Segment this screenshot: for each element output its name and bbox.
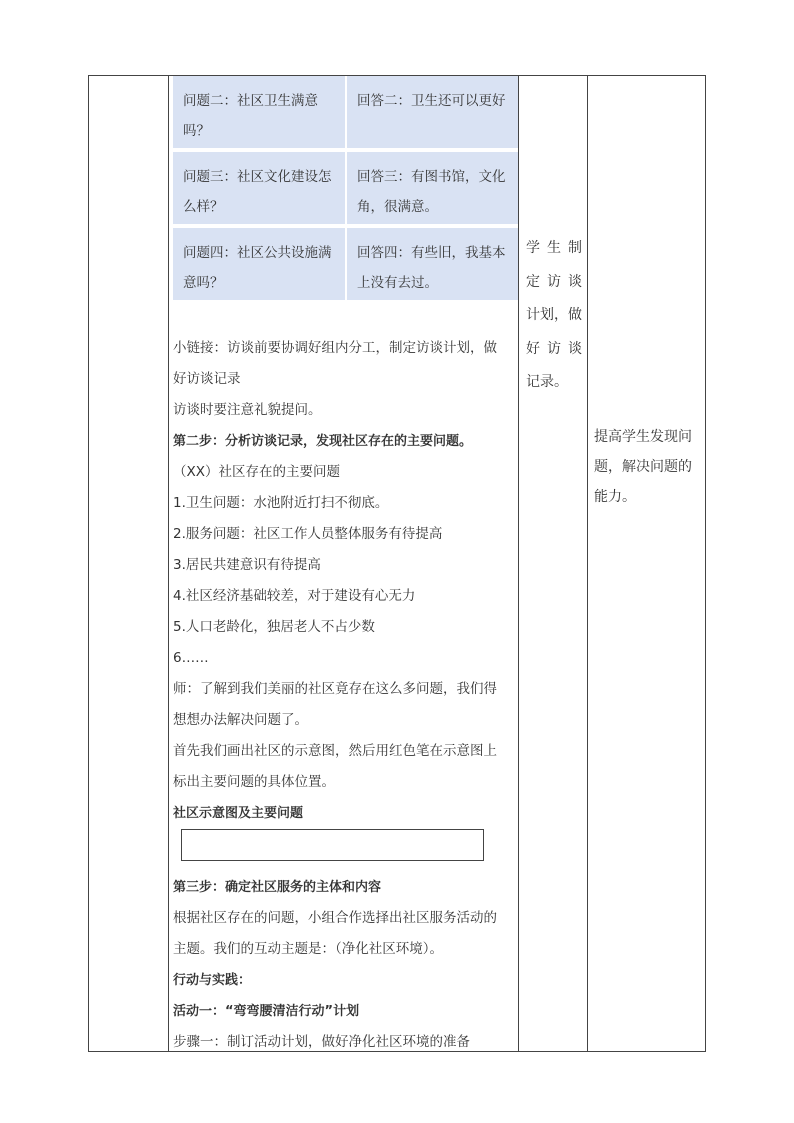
answer-cell: 回答二：卫生还可以更好 bbox=[347, 76, 518, 148]
tip-line: 小链接：访谈前要协调好组内分工，制定访谈计划，做 bbox=[173, 340, 497, 356]
community-map-box bbox=[181, 829, 484, 861]
problem-item: 4.社区经济基础较差，对于建设有心无力 bbox=[173, 588, 416, 604]
problem-item: 2.服务问题：社区工作人员整体服务有待提高 bbox=[173, 526, 443, 542]
problem-item: 5.人口老龄化，独居老人不占少数 bbox=[173, 619, 375, 635]
tip-line: 访谈时要注意礼貌提问。 bbox=[173, 402, 322, 418]
qa-row bbox=[173, 152, 518, 224]
problem-item: 6…… bbox=[173, 650, 209, 666]
question-cell: 问题二：社区卫生满意 吗？ bbox=[173, 76, 345, 148]
problem-item: 1.卫生问题：水池附近打扫不彻底。 bbox=[173, 495, 389, 511]
theme-line: 根据社区存在的问题，小组合作选择出社区服务活动的 bbox=[173, 910, 497, 926]
step-three-heading: 第三步：确定社区服务的主体和内容 bbox=[173, 880, 382, 895]
column-divider-3 bbox=[587, 75, 588, 1052]
teacher-line: 想想办法解决问题了。 bbox=[173, 712, 308, 728]
answer-cell: 回答三：有图书馆，文化 角，很满意。 bbox=[347, 152, 518, 224]
tip-line: 好访谈记录 bbox=[173, 371, 241, 387]
theme-line: 主题。我们的互动主题是：（净化社区环境）。 bbox=[173, 941, 443, 957]
qa-row bbox=[173, 76, 518, 148]
instruction-line: 标出主要问题的具体位置。 bbox=[173, 774, 335, 790]
activity-one-heading: 活动一：“弯弯腰清洁行动”计划 bbox=[173, 1004, 360, 1019]
instruction-line: 首先我们画出社区的示意图，然后用红色笔在示意图上 bbox=[173, 743, 497, 759]
map-row bbox=[173, 829, 518, 872]
question-cell: 问题三：社区文化建设怎 么样？ bbox=[173, 152, 345, 224]
design-intent-cell: 提高学生发现问 题，解决问题的 能力。 bbox=[594, 429, 692, 505]
action-heading: 行动与实践： bbox=[173, 973, 252, 988]
problems-title: （XX）社区存在的主要问题 bbox=[173, 464, 340, 480]
step-two-heading: 第二步：分析访谈记录，发现社区存在的主要问题。 bbox=[173, 434, 473, 449]
step-one-line: 步骤一：制订活动计划，做好净化社区环境的准备 bbox=[173, 1034, 470, 1050]
problem-item: 3.居民共建意识有待提高 bbox=[173, 557, 321, 573]
interview-qa-table bbox=[173, 76, 518, 304]
map-heading: 社区示意图及主要问题 bbox=[173, 806, 304, 821]
question-cell: 问题四：社区公共设施满 意吗？ bbox=[173, 228, 345, 300]
column-divider-2 bbox=[518, 75, 519, 1052]
teaching-content bbox=[173, 333, 518, 1058]
teacher-line: 师：了解到我们美丽的社区竟存在这么多问题，我们得 bbox=[173, 681, 497, 697]
student-activity-cell: 学生制 定访谈 计划，做 好访谈 记录。 bbox=[526, 240, 582, 390]
column-divider-1 bbox=[168, 75, 169, 1052]
answer-cell: 回答四：有些旧，我基本 上没有去过。 bbox=[347, 228, 518, 300]
qa-row bbox=[173, 228, 518, 300]
